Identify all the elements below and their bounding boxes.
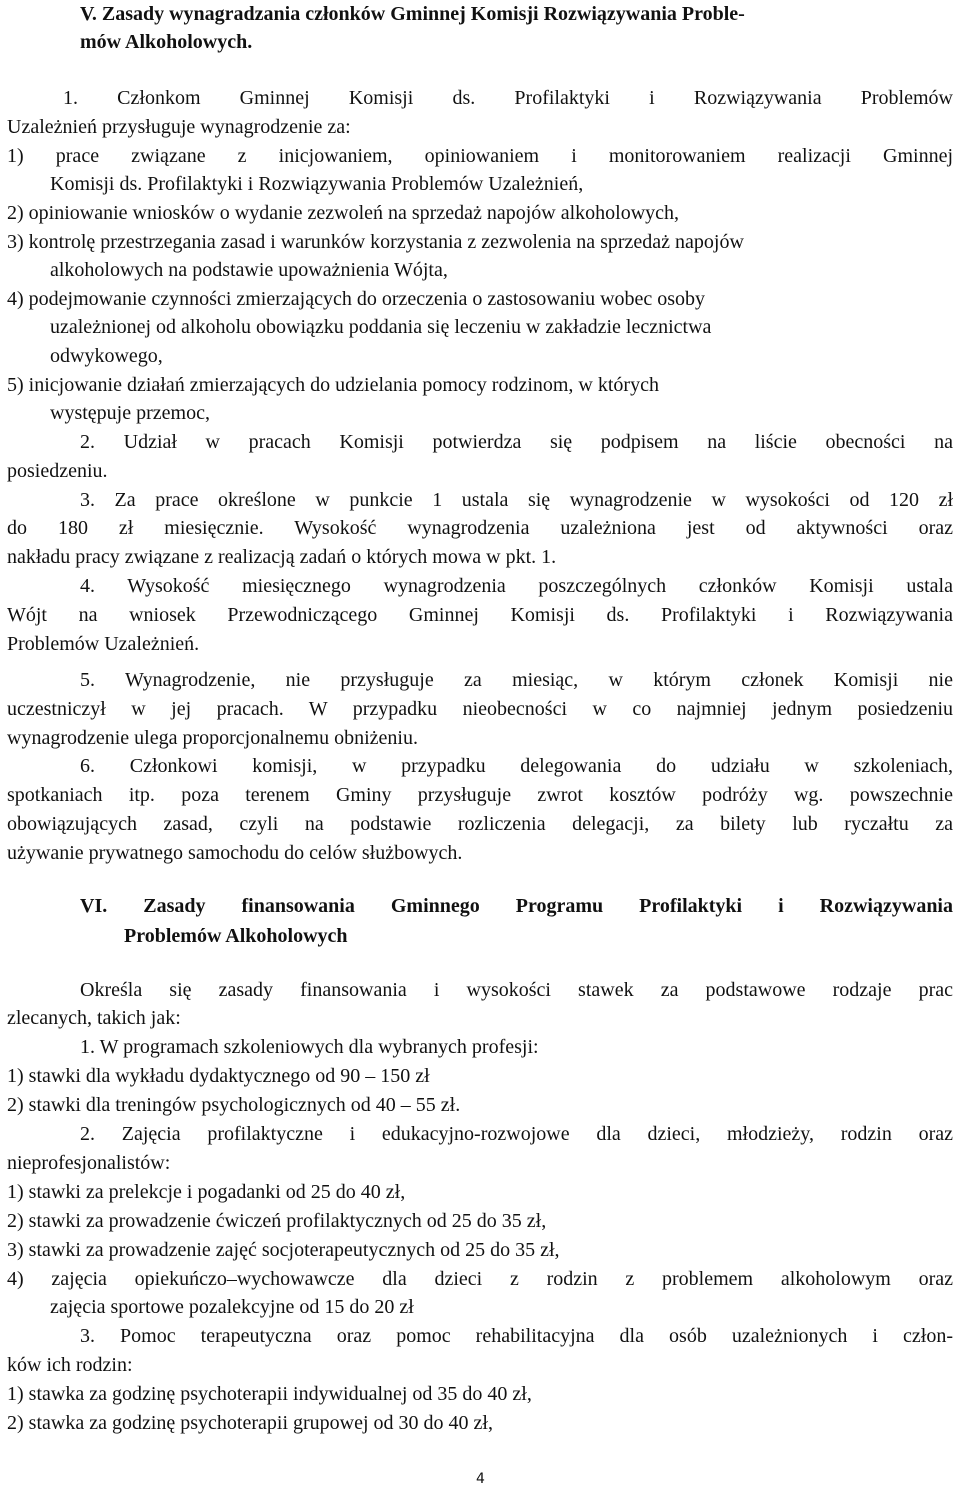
page-number: 4 (476, 1471, 485, 1487)
group-2-item-1: 1) stawki za prelekcje i pogadanki od 25 do 40 zł, (7, 1181, 406, 1203)
section-6-intro: Określa się zasady finansowania i wysokości stawek za podstawowe rodzaje prac (80, 979, 953, 1001)
group-2-item-2: 2) stawki za prowadzenie ćwiczeń profilaktycznych od 25 do 35 zł, (7, 1210, 547, 1232)
list-item-4: 4) podejmowanie czynności zmierzających do orzeczenia o zastosowaniu wobec osoby (7, 288, 706, 310)
group-3-title: 3. Pomoc terapeutyczna oraz pomoc rehabilitacyjna dla osób uzależnionych i człon- (80, 1325, 953, 1347)
paragraph-1-cont: Uzależnień przysługuje wynagrodzenie za: (7, 116, 351, 138)
group-1-title: 1. W programach szkoleniowych dla wybranych profesji: (80, 1036, 539, 1058)
paragraph-4-cont: Wójt na wniosek Przewodniczącego Gminnej Komisji ds. Profilaktyki i Rozwiązywania (7, 604, 953, 626)
group-2-item-4: 4) zajęcia opiekuńczo–wychowawcze dla dzieci z rodzin z problemem alkoholowym oraz (7, 1268, 953, 1290)
paragraph-5-cont: uczestniczył w jej pracach. W przypadku nieobecności w co najmniej jednym posiedzeniu (7, 698, 953, 720)
paragraph-6-cont: spotkaniach itp. poza terenem Gminy przysługuje zwrot kosztów podróży wg. powszechnie (7, 784, 953, 806)
list-item-4-cont: uzależnionej od alkoholu obowiązku poddania się leczeniu w zakładzie lecznictwa (50, 316, 712, 338)
list-item-5-cont: występuje przemoc, (50, 402, 210, 424)
group-1-item-1: 1) stawki dla wykładu dydaktycznego od 90 – 150 zł (7, 1065, 430, 1087)
group-2-item-4-cont: zajęcia sportowe pozalekcyjne od 15 do 20 zł (50, 1296, 414, 1318)
section-6-heading-cont: Problemów Alkoholowych (124, 925, 348, 947)
paragraph-6: 6. Członkowi komisji, w przypadku delegowania do udziału w szkoleniach, (80, 755, 953, 777)
list-item-1-cont: Komisji ds. Profilaktyki i Rozwiązywania Problemów Uzależnień, (50, 173, 584, 195)
group-1-item-2: 2) stawki dla treningów psychologicznych od 40 – 55 zł. (7, 1094, 461, 1116)
group-2-title-cont: nieprofesjonalistów: (7, 1152, 171, 1174)
paragraph-5: 5. Wynagrodzenie, nie przysługuje za miesiąc, w którym członek Komisji nie (80, 669, 953, 691)
list-item-4-cont2: odwykowego, (50, 345, 163, 367)
list-item-5: 5) inicjowanie działań zmierzających do udzielania pomocy rodzinom, w których (7, 374, 659, 396)
paragraph-3-cont: do 180 zł miesięcznie. Wysokość wynagrodzenia uzależniona jest od aktywności oraz (7, 517, 953, 539)
group-2-item-3: 3) stawki za prowadzenie zajęć socjoterapeutycznych od 25 do 35 zł, (7, 1239, 560, 1261)
paragraph-3-cont2: nakładu pracy związane z realizacją zadań o których mowa w pkt. 1. (7, 546, 557, 568)
paragraph-1: 1. Członkom Gminnej Komisji ds. Profilaktyki i Rozwiązywania Problemów (63, 87, 953, 109)
paragraph-5-cont2: wynagrodzenie ulega proporcjonalnemu obniżeniu. (7, 727, 418, 749)
group-3-title-cont: ków ich rodzin: (7, 1354, 133, 1376)
group-3-item-2: 2) stawka za godzinę psychoterapii grupowej od 30 do 40 zł, (7, 1412, 493, 1434)
paragraph-2-cont: posiedzeniu. (7, 460, 108, 482)
paragraph-2: 2. Udział w pracach Komisji potwierdza się podpisem na liście obecności na (80, 431, 953, 453)
list-item-1: 1) prace związane z inicjowaniem, opiniowaniem i monitorowaniem realizacji Gminnej (7, 145, 953, 167)
paragraph-4: 4. Wysokość miesięcznego wynagrodzenia poszczególnych członków Komisji ustala (80, 575, 953, 597)
section-6-heading: VI. Zasady finansowania Gminnego Programu Profilaktyki i Rozwiązywania (80, 895, 953, 917)
section-6-intro-cont: zlecanych, takich jak: (7, 1007, 181, 1029)
list-item-2: 2) opiniowanie wniosków o wydanie zezwoleń na sprzedaż napojów alkoholowych, (7, 202, 680, 224)
section-5-heading-cont: mów Alkoholowych. (80, 31, 253, 53)
group-3-item-1: 1) stawka za godzinę psychoterapii indywidualnej od 35 do 40 zł, (7, 1383, 532, 1405)
section-5-heading: V. Zasady wynagradzania członków Gminnej Komisji Rozwiązywania Proble- (80, 3, 745, 25)
paragraph-6-cont3: używanie prywatnego samochodu do celów służbowych. (7, 842, 463, 864)
paragraph-3: 3. Za prace określone w punkcie 1 ustala się wynagrodzenie w wysokości od 120 zł (80, 489, 953, 511)
list-item-3: 3) kontrolę przestrzegania zasad i warunków korzystania z zezwolenia na sprzedaż napojów (7, 231, 744, 253)
paragraph-6-cont2: obowiązujących zasad, czyli na podstawie rozliczenia delegacji, za bilety lub ryczałtu za (7, 813, 953, 835)
paragraph-4-cont2: Problemów Uzależnień. (7, 633, 200, 655)
group-2-title: 2. Zajęcia profilaktyczne i edukacyjno-rozwojowe dla dzieci, młodzieży, rodzin oraz (80, 1123, 953, 1145)
list-item-3-cont: alkoholowych na podstawie upoważnienia Wójta, (50, 259, 448, 281)
